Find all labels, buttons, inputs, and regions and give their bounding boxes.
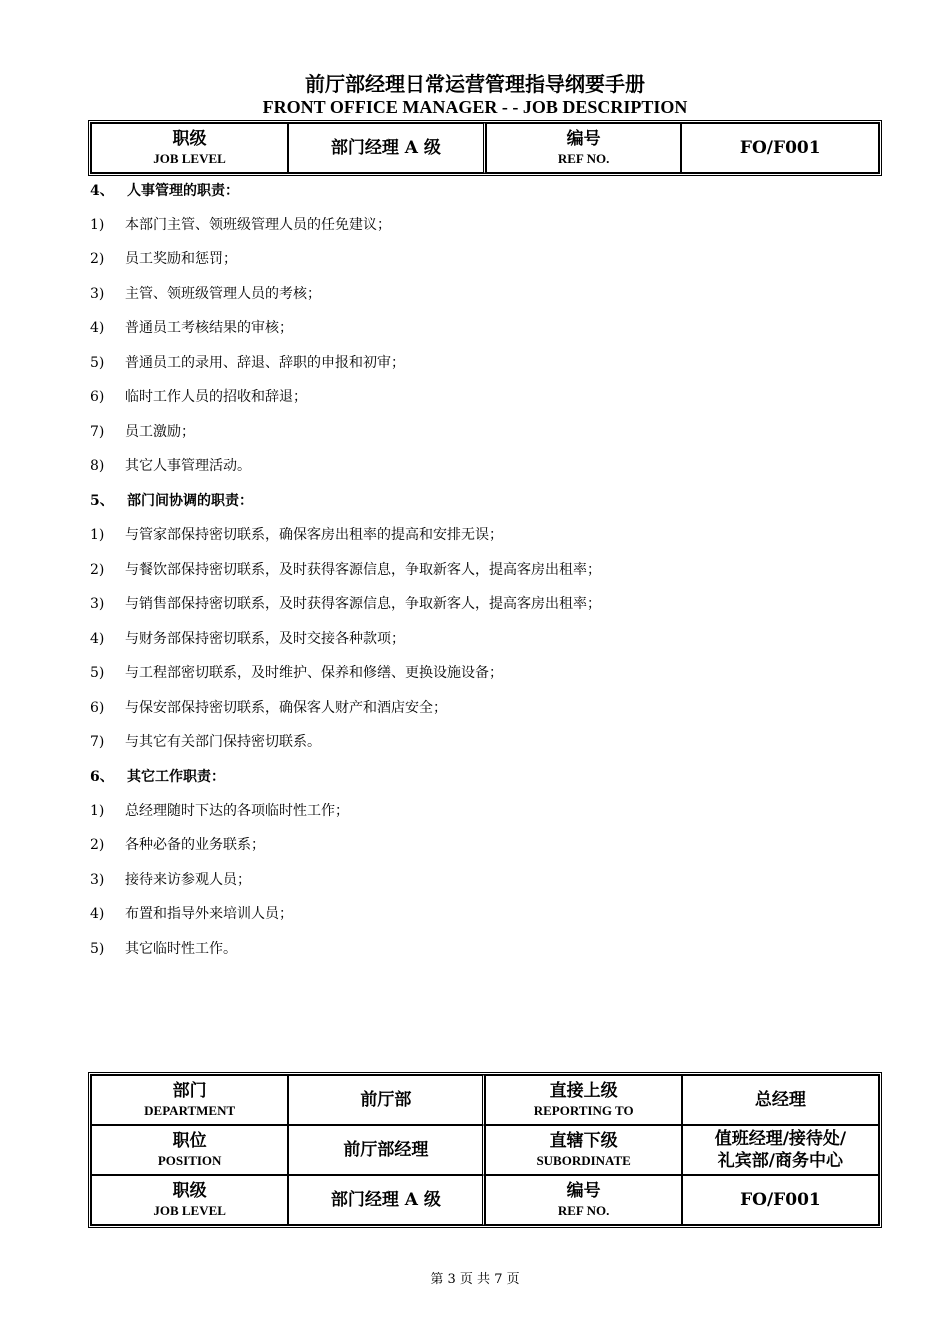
- section-number: 6、: [90, 769, 114, 785]
- department-label-cn: 部门: [172, 1081, 207, 1101]
- job-level-label-cn: 职级: [172, 129, 207, 149]
- item-text: 与销售部保持密切联系，及时获得客源信息，争取新客人，提高客房出租率；: [125, 596, 601, 612]
- ref-no-header-cell: [486, 123, 682, 173]
- list-item: [90, 628, 405, 648]
- department-header-cell: [91, 1075, 288, 1125]
- section-number: 5、: [90, 493, 114, 509]
- section-title: 部门间协调的职责：: [127, 493, 253, 509]
- subordinate-header-cell: [485, 1125, 681, 1175]
- list-item: [90, 593, 601, 613]
- item-text: 本部门主管、领班级管理人员的任免建议；: [125, 217, 391, 233]
- department-value-cell: [288, 1075, 485, 1125]
- item-text: 普通员工考核结果的审核；: [125, 320, 293, 336]
- item-number: 5): [90, 355, 105, 371]
- page-number: 第 3 页 共 7 页: [430, 1272, 520, 1287]
- item-text: 与其它有关部门保持密切联系。: [125, 734, 321, 750]
- list-item: [90, 903, 293, 923]
- position-label-cn: 职位: [172, 1131, 207, 1151]
- subordinate-value-line2: 礼宾部/商务中心: [717, 1151, 844, 1171]
- item-number: 7): [90, 734, 105, 750]
- item-number: 2): [90, 837, 105, 853]
- item-number: 4): [90, 631, 105, 647]
- item-text: 与保安部保持密切联系，确保客人财产和酒店安全；: [125, 700, 447, 716]
- job-level-value-cell: [288, 1175, 485, 1225]
- ref-no-value-cell: [682, 1175, 879, 1225]
- item-number: 5): [90, 941, 105, 957]
- list-item: [90, 386, 307, 406]
- item-number: 3): [90, 872, 105, 888]
- job-level-value: 部门经理 A 级: [330, 138, 441, 158]
- list-item: [90, 800, 349, 820]
- section-6-heading: [90, 766, 225, 786]
- reporting-label-cn: 直接上级: [549, 1081, 618, 1101]
- item-text: 接待来访参观人员；: [125, 872, 251, 888]
- item-number: 6): [90, 700, 105, 716]
- list-item: [90, 248, 237, 268]
- list-item: [90, 869, 251, 889]
- item-number: 3): [90, 596, 105, 612]
- list-item: [90, 524, 503, 544]
- item-text: 与餐饮部保持密切联系，及时获得客源信息，争取新客人，提高客房出租率；: [125, 562, 601, 578]
- section-title: 其它工作职责：: [127, 769, 225, 785]
- job-level-label-en: JOB LEVEL: [153, 1203, 226, 1218]
- job-level-header-cell: [91, 1175, 288, 1225]
- item-number: 3): [90, 286, 105, 302]
- section-number: 4、: [90, 183, 114, 199]
- item-number: 6): [90, 389, 105, 405]
- subordinate-label-en: SUBORDINATE: [536, 1153, 631, 1168]
- job-level-header-cell: [91, 123, 288, 173]
- list-item: [90, 283, 321, 303]
- department-label-en: DEPARTMENT: [144, 1103, 236, 1118]
- item-text: 与工程部密切联系，及时维护、保养和修缮、更换设施设备；: [125, 665, 503, 681]
- reporting-value-cell: [682, 1075, 879, 1125]
- item-text: 临时工作人员的招收和辞退；: [125, 389, 307, 405]
- item-number: 4): [90, 906, 105, 922]
- position-header-cell: [91, 1125, 288, 1175]
- job-level-value-cell: [288, 123, 486, 173]
- document-title-en: FRONT OFFICE MANAGER - - JOB DESCRIPTION: [262, 97, 688, 117]
- item-number: 5): [90, 665, 105, 681]
- section-5-heading: [90, 490, 253, 510]
- subordinate-value-line1: 值班经理/接待处/: [714, 1129, 847, 1149]
- reporting-header-cell: [485, 1075, 681, 1125]
- list-item: [90, 559, 601, 579]
- department-value: 前厅部: [360, 1090, 412, 1110]
- item-number: 7): [90, 424, 105, 440]
- item-text: 员工激励；: [125, 424, 195, 440]
- ref-no-label-cn: 编号: [566, 129, 601, 149]
- section-4-heading: [90, 180, 239, 200]
- subordinate-label-cn: 直辖下级: [549, 1131, 618, 1151]
- list-item: [90, 697, 447, 717]
- position-label-en: POSITION: [157, 1153, 222, 1168]
- item-number: 8): [90, 458, 105, 474]
- ref-no-value: FO/F001: [740, 1190, 821, 1210]
- list-item: [90, 938, 237, 958]
- ref-no-label-cn: 编号: [566, 1181, 601, 1201]
- item-text: 总经理随时下达的各项临时性工作；: [125, 803, 349, 819]
- item-text: 普通员工的录用、辞退、辞职的申报和初审；: [125, 355, 405, 371]
- job-info-table-bottom: [88, 1072, 882, 1228]
- item-text: 与管家部保持密切联系，确保客房出租率的提高和安排无误；: [125, 527, 503, 543]
- item-text: 员工奖励和惩罚；: [125, 251, 237, 267]
- item-text: 其它临时性工作。: [125, 941, 237, 957]
- list-item: [90, 455, 251, 475]
- list-item: [90, 662, 503, 682]
- item-number: 2): [90, 562, 105, 578]
- ref-no-label-en: REF NO.: [557, 1203, 610, 1218]
- reporting-label-en: REPORTING TO: [533, 1103, 634, 1118]
- list-item: [90, 214, 391, 234]
- reporting-value: 总经理: [754, 1090, 806, 1110]
- ref-no-label-en: REF NO.: [557, 151, 610, 166]
- ref-no-value-cell: [681, 123, 879, 173]
- item-number: 2): [90, 251, 105, 267]
- list-item: [90, 352, 405, 372]
- item-number: 1): [90, 803, 105, 819]
- ref-no-header-cell: [485, 1175, 681, 1225]
- list-item: [90, 834, 265, 854]
- item-text: 其它人事管理活动。: [125, 458, 251, 474]
- position-value-cell: [288, 1125, 485, 1175]
- position-value: 前厅部经理: [343, 1140, 429, 1160]
- job-level-label-en: JOB LEVEL: [153, 151, 226, 166]
- section-title: 人事管理的职责：: [127, 183, 239, 199]
- item-number: 1): [90, 527, 105, 543]
- item-text: 主管、领班级管理人员的考核；: [125, 286, 321, 302]
- subordinate-value-cell: [682, 1125, 879, 1175]
- item-text: 各种必备的业务联系；: [125, 837, 265, 853]
- job-info-table-top: [88, 120, 882, 176]
- job-level-value: 部门经理 A 级: [330, 1190, 441, 1210]
- item-text: 布置和指导外来培训人员；: [125, 906, 293, 922]
- list-item: [90, 731, 321, 751]
- item-number: 4): [90, 320, 105, 336]
- list-item: [90, 317, 293, 337]
- document-title-cn: 前厅部经理日常运营管理指导纲要手册: [305, 72, 645, 96]
- item-number: 1): [90, 217, 105, 233]
- ref-no-value: FO/F001: [739, 138, 821, 158]
- list-item: [90, 421, 195, 441]
- job-level-label-cn: 职级: [172, 1181, 207, 1201]
- item-text: 与财务部保持密切联系，及时交接各种款项；: [125, 631, 405, 647]
